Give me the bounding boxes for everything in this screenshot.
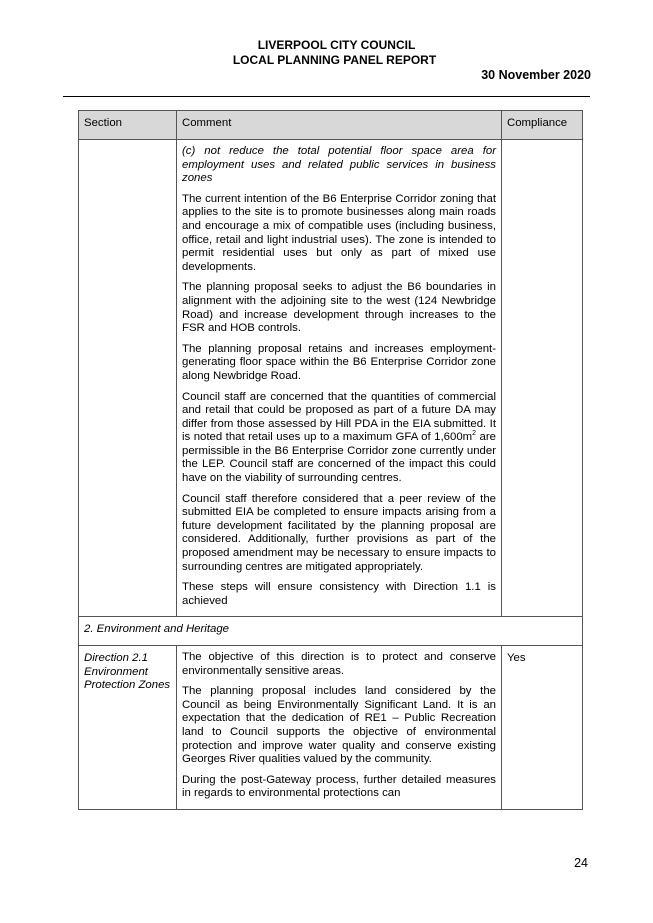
header-section: Section (79, 111, 177, 140)
report-title: LOCAL PLANNING PANEL REPORT (232, 53, 437, 67)
comment-paragraph: The planning proposal retains and increases employment-generating floor space within the B6 Enterprise Corridor zone along Newbridge Road. (182, 342, 496, 382)
comment-paragraph: The planning proposal includes land considered by the Council as being Environmentally Significant Land. It is an expectation that the dedication of RE1 – Public Recreation land to Council supports the objective of environmental protection and improve water quality and conserve existing Georges River qualities valued by the community. (182, 685, 496, 766)
comment-paragraph: These steps will ensure consistency with Direction 1.1 is achieved (182, 581, 496, 607)
report-date: 30 November 2020 (481, 68, 591, 82)
comment-text: are permissible in the B6 Enterprise Corridor zone currently under the LEP. Council staff are concerned of the impact this could have on the viability of surrounding centres. (182, 431, 496, 485)
comment-text: Council staff are concerned that the quantities of commercial and retail that could be proposed as part of a future DA may differ from those assessed by Hill PDA in the EIA submitted. It is noted that retail uses up to a maximum GFA of 1,600m (182, 390, 496, 444)
header-comment: Comment (177, 111, 502, 140)
compliance-cell: Yes (502, 646, 583, 810)
comment-paragraph: The objective of this direction is to protect and conserve environmentally sensitive areas. (182, 651, 496, 677)
superscript: 2 (472, 430, 477, 438)
comment-paragraph (182, 391, 496, 486)
compliance-table (78, 110, 583, 810)
council-name: LIVERPOOL CITY COUNCIL (257, 38, 416, 52)
comment-paragraph: (c) not reduce the total potential floor space area for employment uses and related public services in business zones (182, 145, 496, 185)
comment-paragraph: The current intention of the B6 Enterprise Corridor zoning that applies to the site is to promote businesses along main roads and encourage a mix of compatible uses (including business, office, retail and light industrial uses). The zone is intended to permit residential uses but only as part of mixed use developments. (182, 192, 496, 273)
section-cell: Direction 2.1 Environment Protection Zones (79, 646, 177, 810)
table-header-row (79, 111, 583, 140)
comment-paragraph: The planning proposal seeks to adjust the B6 boundaries in alignment with the adjoining site to the west (124 Newbridge Road) and increase development through increases to the FSR and HOB controls. (182, 281, 496, 335)
comment-paragraph: Council staff therefore considered that a peer review of the submitted EIA be completed to ensure impacts arising from a future development facilitated by the planning proposal are considered. Additionally, further provisions as part of the proposed amendment may be necessary to ensure impacts to surrounding centres are mitigated appropriately. (182, 492, 496, 573)
comment-paragraph: During the post-Gateway process, further detailed measures in regards to environmental protections can (182, 773, 496, 800)
comment-cell (177, 646, 502, 810)
header-compliance: Compliance (502, 111, 583, 140)
page-number: 24 (574, 856, 588, 870)
section-heading: 2. Environment and Heritage (79, 617, 583, 646)
section-heading-row (79, 617, 583, 646)
table-row (79, 646, 583, 810)
table-row (79, 140, 583, 617)
header-rule (63, 96, 590, 97)
compliance-cell (502, 140, 583, 617)
comment-cell (177, 140, 502, 617)
section-cell (79, 140, 177, 617)
